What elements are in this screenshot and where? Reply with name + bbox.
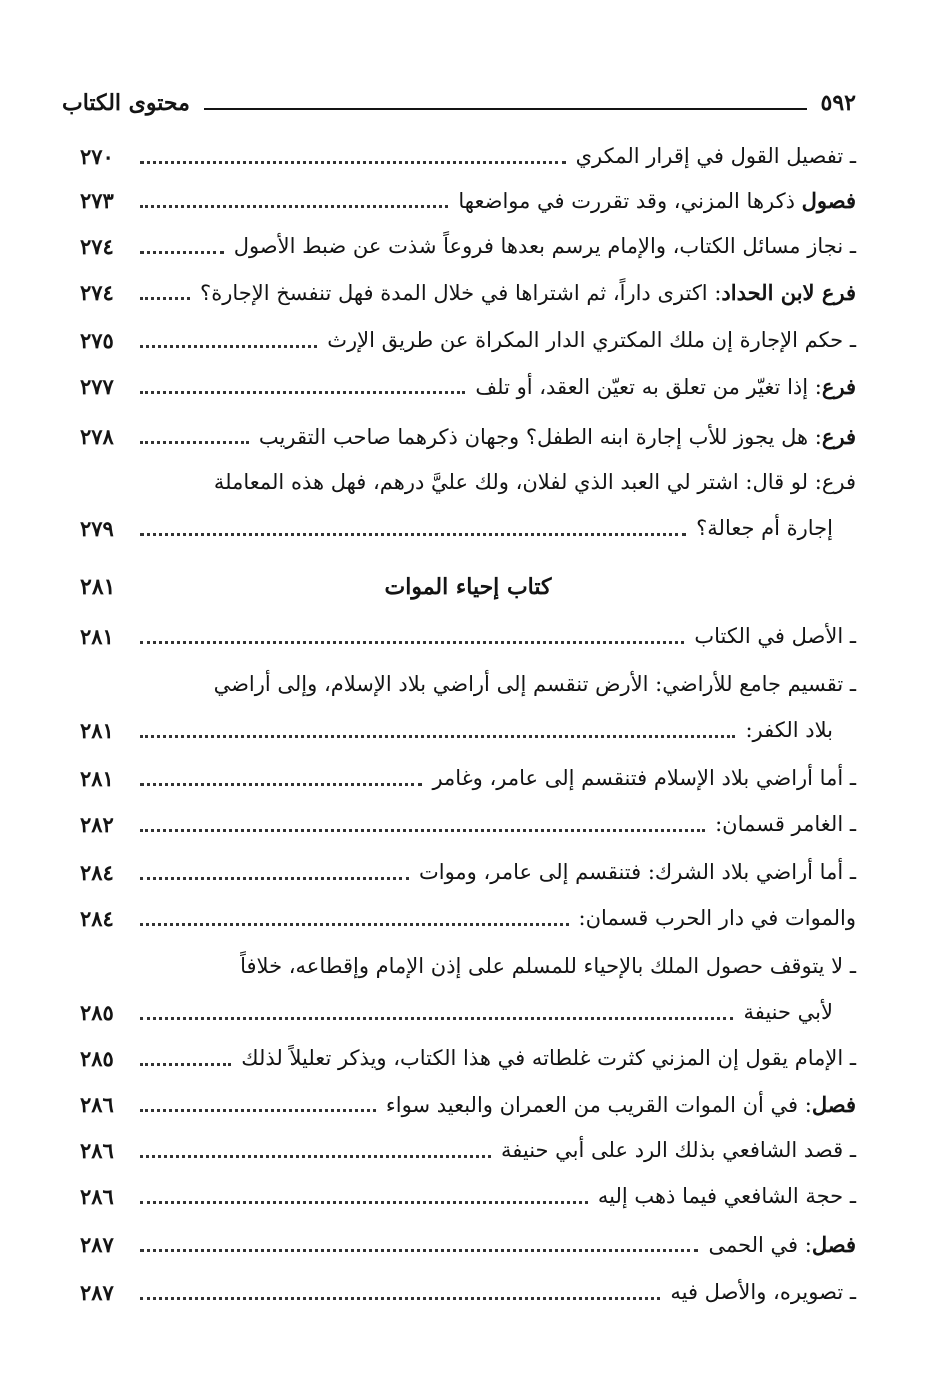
entry-text: : في أن الموات القريب من العمران والبعيد سواء xyxy=(385,1092,812,1117)
toc-entry xyxy=(80,896,856,940)
toc-entry xyxy=(80,318,856,362)
toc-entry-line xyxy=(80,944,856,988)
dot-leader xyxy=(140,641,684,644)
entry-label: فرع xyxy=(821,470,856,494)
entry-page: ٢٨٧ xyxy=(80,1279,114,1305)
chapter-heading xyxy=(80,566,856,610)
dot-leader xyxy=(140,1063,231,1066)
entry-page: ٢٨٦ xyxy=(80,1091,114,1117)
entry-label: فصل xyxy=(811,1231,856,1257)
entry-page: ٢٨٧ xyxy=(80,1231,114,1257)
dot-leader xyxy=(140,251,224,254)
toc-entry xyxy=(80,850,856,894)
entry-text: والموات في دار الحرب قسمان: xyxy=(578,906,856,930)
entry-label: فرع xyxy=(821,423,856,449)
entry-text: ـ لا يتوقف حصول الملك بالإحياء للمسلم على إذن الإمام وإقطاعه، خلافاً xyxy=(240,954,856,978)
entry-text: ـ تقسيم جامع للأراضي: الأرض تنقسم إلى أراضي بلاد الإسلام، وإلى أراضي xyxy=(213,672,856,696)
entry-label: فصل xyxy=(811,1091,856,1117)
entry-text: ـ الغامر قسمان: xyxy=(715,812,856,836)
entry-text: ذكرها المزني، وقد تقررت في مواضعها xyxy=(458,188,802,213)
entry-page: ٢٨٦ xyxy=(80,1183,114,1209)
entry-text: ـ تفصيل القول في إقرار المكري xyxy=(575,144,856,168)
dot-leader xyxy=(140,783,422,786)
dot-leader xyxy=(140,1017,733,1020)
dot-leader xyxy=(140,1201,588,1204)
dot-leader xyxy=(140,735,735,738)
entry-text: لأبي حنيفة xyxy=(743,1000,833,1024)
entry-page: ٢٧٤ xyxy=(80,233,114,259)
dot-leader xyxy=(140,391,465,394)
dot-leader xyxy=(140,345,317,348)
dot-leader xyxy=(140,205,448,208)
toc-entry-line xyxy=(80,460,856,504)
entry-page: ٢٧٨ xyxy=(80,423,114,449)
entry-label: فرع لابن الحداد xyxy=(721,279,856,305)
entry-page: ٢٧٤ xyxy=(80,279,114,305)
dot-leader xyxy=(140,829,705,832)
entry-text: : هل يجوز للأب إجارة ابنه الطفل؟ وجهان ذكرهما صاحب التقريب xyxy=(258,424,822,449)
toc-entry xyxy=(80,1222,856,1266)
toc-entry xyxy=(80,756,856,800)
running-header xyxy=(62,76,856,116)
entry-text: : في الحمى xyxy=(708,1232,812,1257)
entry-text: ـ تصويره، والأصل فيه xyxy=(670,1280,856,1304)
entry-label: فصول xyxy=(801,187,856,213)
entry-page: ٢٧٧ xyxy=(80,373,114,399)
toc-entry xyxy=(80,614,856,658)
toc-entry xyxy=(80,224,856,268)
dot-leader xyxy=(140,297,190,300)
entry-page: ٢٨١ xyxy=(80,717,114,743)
header-title: محتوى الكتاب xyxy=(62,90,190,116)
entry-text: ـ حكم الإجارة إن ملك المكتري الدار المكراة عن طريق الإرث xyxy=(327,328,856,352)
toc-entry xyxy=(80,1036,856,1080)
dot-leader xyxy=(140,923,569,926)
entry-text: : اكترى داراً، ثم اشتراها في خلال المدة فهل تنفسخ الإجارة؟ xyxy=(200,280,722,305)
toc-entry xyxy=(80,1082,856,1126)
toc-entry xyxy=(80,1128,856,1172)
entry-page: ٢٨١ xyxy=(80,765,114,791)
dot-leader xyxy=(140,1155,491,1158)
entry-page: ٢٨١ xyxy=(80,574,116,600)
entry-page: ٢٨١ xyxy=(80,623,114,649)
entry-text: بلاد الكفر: xyxy=(745,718,833,742)
entry-page: ٢٨٥ xyxy=(80,1045,114,1071)
toc-entry xyxy=(80,506,833,550)
toc-entry xyxy=(80,708,833,752)
toc-entry xyxy=(80,178,856,222)
header-rule xyxy=(204,108,807,110)
dot-leader xyxy=(140,1297,660,1300)
entry-text: ـ الإمام يقول إن المزني كثرت غلطاته في هذا الكتاب، ويذكر تعليلاً لذلك xyxy=(241,1046,856,1070)
toc-entry xyxy=(80,802,856,846)
chapter-title: كتاب إحياء الموات xyxy=(384,574,552,600)
toc-entry xyxy=(80,1174,856,1218)
dot-leader xyxy=(140,1249,698,1252)
entry-text: ـ الأصل في الكتاب xyxy=(694,624,856,648)
header-page-number: ٥٩٢ xyxy=(820,90,856,116)
entry-text: ـ أما أراضي بلاد الشرك: فتنقسم إلى عامر، وموات xyxy=(418,860,856,884)
entry-text: إجارة أم جعالة؟ xyxy=(696,516,833,540)
dot-leader xyxy=(140,877,409,880)
dot-leader xyxy=(140,533,686,536)
toc-entry xyxy=(80,414,856,458)
dot-leader xyxy=(140,441,249,444)
entry-page: ٢٨٢ xyxy=(80,811,114,837)
entry-page: ٢٧٠ xyxy=(80,143,114,169)
entry-text: ـ أما أراضي بلاد الإسلام فتنقسم إلى عامر، وغامر xyxy=(432,766,856,790)
toc-entry xyxy=(80,990,833,1034)
entry-text: : إذا تغيّر من تعلق به تعيّن العقد، أو تلف xyxy=(475,374,822,399)
entry-page: ٢٧٩ xyxy=(80,515,114,541)
toc-entry xyxy=(80,364,856,408)
entry-text: ـ حجة الشافعي فيما ذهب إليه xyxy=(597,1184,856,1208)
entry-text: : لو قال: اشتر لي العبد الذي لفلان، ولك عليَّ درهم، فهل هذه المعاملة xyxy=(213,470,822,494)
entry-label: فرع xyxy=(821,373,856,399)
entry-page: ٢٧٥ xyxy=(80,327,114,353)
entry-text: ـ نجاز مسائل الكتاب، والإمام يرسم بعدها فروعاً شذت عن ضبط الأصول xyxy=(233,234,856,258)
dot-leader xyxy=(140,161,566,164)
entry-page: ٢٨٥ xyxy=(80,999,114,1025)
dot-leader xyxy=(140,1109,376,1112)
toc-entry xyxy=(80,1270,856,1314)
entry-page: ٢٨٤ xyxy=(80,905,114,931)
toc-entry-line xyxy=(80,662,856,706)
toc-entry xyxy=(80,270,856,314)
entry-page: ٢٨٤ xyxy=(80,859,114,885)
toc-entry xyxy=(80,134,856,178)
entry-page: ٢٨٦ xyxy=(80,1137,114,1163)
entry-text: ـ قصد الشافعي بذلك الرد على أبي حنيفة xyxy=(500,1138,856,1162)
entry-page: ٢٧٣ xyxy=(80,187,114,213)
